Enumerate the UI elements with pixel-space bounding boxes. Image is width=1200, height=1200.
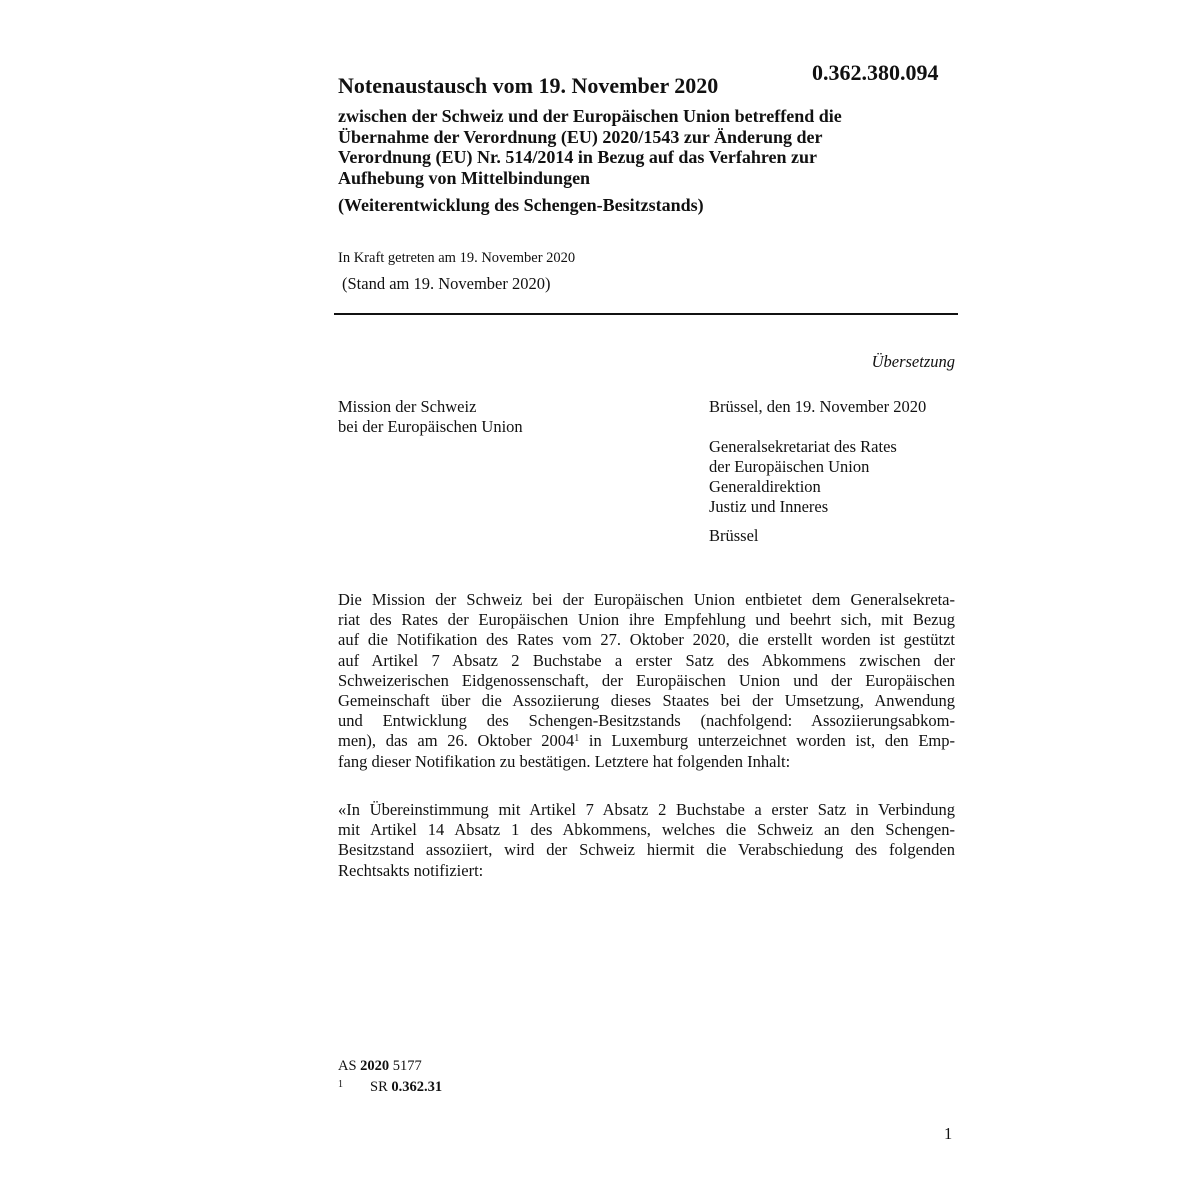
as-year: 2020 — [360, 1058, 390, 1074]
recipient-line: Generalsekretariat des Rates — [709, 437, 897, 456]
paragraph-line: Rechtsakts notifiziert: — [338, 860, 484, 880]
footnote-reference[interactable]: 1 — [574, 733, 580, 745]
paragraph-line: Gemeinschaft über die Assoziierung dieses Staates bei der Umsetzung, Anwendung — [338, 691, 955, 711]
subtitle-line: Aufhebung von Mittelbindungen — [338, 167, 591, 188]
footnote — [338, 1079, 442, 1096]
document-subtitle — [338, 106, 958, 188]
paragraph-line — [338, 731, 955, 751]
paragraph-line: Die Mission der Schweiz bei der Europäischen Union entbietet dem Generalsekreta- — [338, 590, 955, 609]
footnote-sr-reference: 0.362.31 — [391, 1079, 443, 1095]
paragraph-line: mit Artikel 14 Absatz 1 des Abkommens, welches die Schweiz an den Schengen- — [338, 820, 955, 840]
recipient-line: Generaldirektion — [709, 477, 821, 496]
recipient-line: der Europäischen Union — [709, 457, 870, 476]
official-collection-reference — [338, 1058, 422, 1075]
paragraph-line: auf die Notifikation des Rates vom 27. Oktober 2020, die erstellt worden ist gestützt — [338, 630, 955, 650]
subtitle-line: Übernahme der Verordnung (EU) 2020/1543 zur Änderung der — [338, 126, 823, 147]
recipient-city: Brüssel — [709, 526, 759, 545]
paragraph-line: «In Übereinstimmung mit Artikel 7 Absatz 2 Buchstabe a erster Satz in Verbindung — [338, 800, 955, 819]
paragraph-line: und Entwicklung des Schengen-Besitzstands (nachfolgend: Assoziierungsabkom- — [338, 711, 955, 731]
as-page: 5177 — [392, 1058, 422, 1074]
paragraph-line: riat des Rates der Europäischen Union ihre Empfehlung und beehrt sich, mit Bezug — [338, 610, 955, 630]
page-number: 1 — [944, 1124, 953, 1143]
document-title: Notenaustausch vom 19. November 2020 — [338, 73, 719, 98]
header-divider — [334, 313, 958, 315]
paragraph-line: Besitzstand assoziiert, wird der Schweiz hiermit die Verabschiedung des folgenden — [338, 840, 955, 860]
sr-number: 0.362.380.094 — [812, 60, 939, 85]
body-paragraph-2 — [338, 800, 955, 881]
footnote-prefix: SR — [370, 1079, 388, 1095]
sender-address — [338, 397, 523, 437]
status-date: (Stand am 19. November 2020) — [342, 274, 551, 293]
sender-line: Mission der Schweiz — [338, 397, 477, 416]
paragraph-line: Schweizerischen Eidgenossenschaft, der Europäischen Union und der Europäischen — [338, 670, 955, 690]
text-fragment: men), das am 26. Oktober 2004 — [338, 731, 575, 751]
paragraph-line: auf Artikel 7 Absatz 2 Buchstabe a erster Satz des Abkommens zwischen der — [338, 650, 955, 670]
paragraph-line: fang dieser Notifikation zu bestätigen. Letztere hat folgenden Inhalt: — [338, 751, 791, 771]
in-force-date: In Kraft getreten am 19. November 2020 — [338, 250, 576, 266]
text-fragment: in Luxemburg unterzeichnet worden ist, den Emp- — [579, 731, 955, 751]
recipient-address — [709, 437, 897, 517]
subtitle-line: Verordnung (EU) Nr. 514/2014 in Bezug auf das Verfahren zur — [338, 147, 818, 167]
subtitle-line: zwischen der Schweiz und der Europäischen Union betreffend die — [338, 106, 842, 126]
body-paragraph-1 — [338, 590, 955, 772]
development-note: (Weiterentwicklung des Schengen-Besitzstands) — [338, 195, 704, 215]
as-prefix: AS — [338, 1058, 357, 1074]
translation-label: Übersetzung — [871, 352, 955, 371]
footnote-number: 1 — [338, 1079, 343, 1090]
date-line: Brüssel, den 19. November 2020 — [709, 397, 927, 416]
sender-line: bei der Europäischen Union — [338, 417, 523, 436]
recipient-line: Justiz und Inneres — [709, 497, 829, 516]
